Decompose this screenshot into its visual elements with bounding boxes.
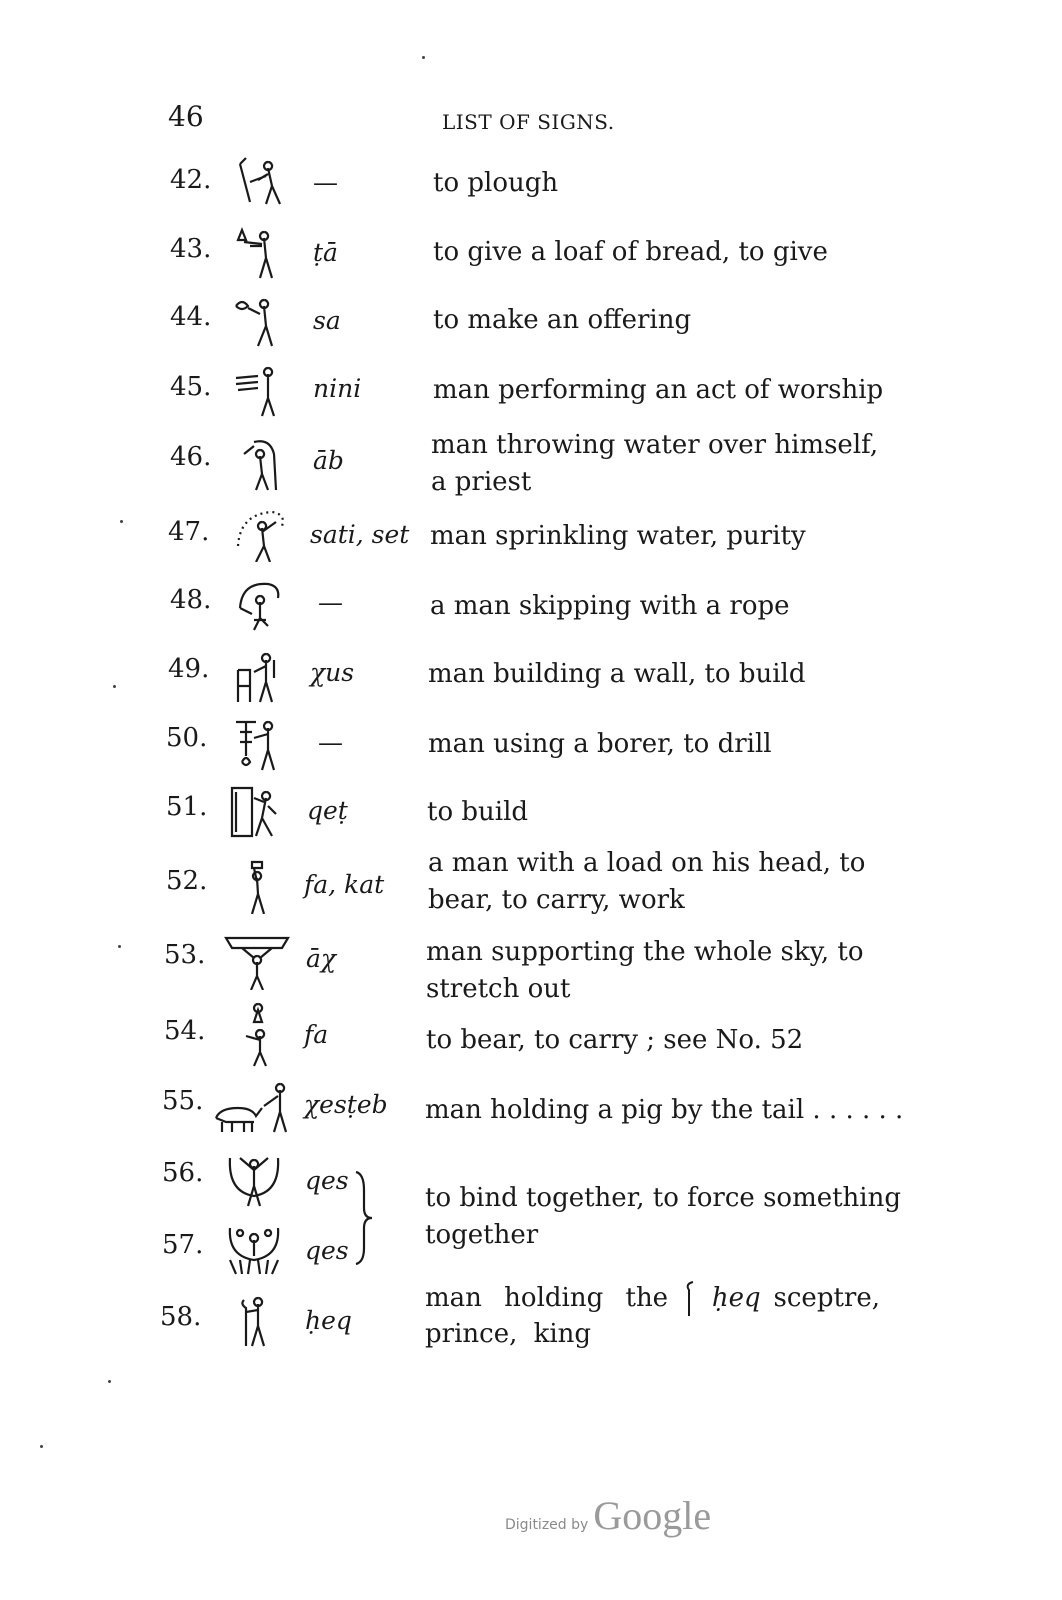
meaning: a man skipping with a rope — [430, 591, 790, 621]
meaning: man holding a pig by the tail . . . . . . — [425, 1095, 904, 1125]
meaning: man using a borer, to drill — [428, 729, 772, 759]
stray-dot — [113, 685, 116, 688]
meaning: to make an offering — [433, 305, 692, 335]
meaning: man performing an act of worship — [433, 375, 884, 405]
meaning: to build — [427, 797, 529, 827]
entry-number: 50. — [166, 723, 208, 753]
stray-dot — [120, 520, 123, 523]
meaning-line: a priest — [431, 467, 532, 497]
transliteration: āχ — [306, 944, 337, 973]
digitized-footer — [505, 1492, 711, 1539]
man-holding-pig-glyph — [212, 1078, 298, 1134]
men-bound-together-glyph — [222, 1220, 286, 1276]
man-building-glyph — [226, 784, 286, 840]
man-bearing-glyph — [228, 1000, 288, 1068]
transliteration: ṭā — [313, 238, 338, 267]
meaning — [425, 1180, 901, 1254]
entry-number: 46. — [170, 442, 212, 472]
transliteration: qes — [305, 1166, 349, 1195]
transliteration: χesṭeb — [304, 1090, 388, 1119]
meaning — [428, 845, 865, 919]
entry-number: 55. — [162, 1086, 204, 1116]
stray-dot — [422, 56, 425, 59]
man-building-wall-glyph — [232, 648, 292, 704]
transliteration: fa — [304, 1020, 329, 1049]
google-logo: Google — [593, 1493, 712, 1538]
digitized-label: Digitized by — [505, 1517, 589, 1533]
meaning — [425, 1278, 880, 1353]
entry-number: 49. — [168, 654, 210, 684]
man-offering-glyph — [232, 292, 292, 348]
entry-number: 52. — [166, 866, 208, 896]
transliteration: ḥeq — [305, 1306, 352, 1335]
man-skipping-glyph — [232, 578, 292, 634]
meaning-line: a man with a load on his head, to — [428, 848, 866, 878]
page-number: 46 — [168, 100, 204, 133]
entry-number: 56. — [162, 1158, 204, 1188]
man-giving-bread-glyph — [232, 224, 292, 280]
meaning-text: man holding the — [425, 1282, 669, 1313]
entry-number: 47. — [168, 517, 210, 547]
entry-number: 54. — [164, 1016, 206, 1046]
stray-dot — [40, 1445, 43, 1448]
meaning-line: man supporting the whole sky, to — [426, 937, 864, 967]
meaning-text: sceptre, — [773, 1282, 880, 1313]
entry-number: 51. — [166, 792, 208, 822]
transliteration: sa — [313, 306, 341, 335]
meaning-line: together — [425, 1220, 539, 1250]
entry-number: 57. — [162, 1230, 204, 1260]
transliteration: χus — [310, 658, 355, 687]
transliteration: qeṭ — [307, 796, 348, 825]
transliteration: qes — [305, 1236, 349, 1265]
ploughing-man-glyph — [232, 152, 292, 208]
sceptre-icon — [681, 1278, 699, 1318]
entry-number: 42. — [170, 165, 212, 195]
grouping-brace — [352, 1168, 374, 1268]
stray-dot — [118, 945, 121, 948]
meaning-line: bear, to carry, work — [428, 885, 685, 915]
entry-number: 43. — [170, 234, 212, 264]
entry-number: 45. — [170, 372, 212, 402]
meaning: to give a loaf of bread, to give — [433, 237, 828, 267]
entry-number: 58. — [160, 1302, 202, 1332]
meaning: to bear, to carry ; see No. 52 — [426, 1025, 804, 1055]
transliteration: nini — [313, 374, 362, 403]
transliteration: — — [318, 728, 343, 757]
meaning-line: prince, king — [425, 1319, 592, 1349]
entry-number: 48. — [170, 585, 212, 615]
man-bound-glyph — [224, 1152, 284, 1208]
page-header: LIST OF SIGNS. — [442, 110, 615, 134]
man-drilling-glyph — [232, 716, 292, 772]
transliteration: — — [313, 168, 338, 197]
meaning-line: to bind together, to force something — [425, 1183, 902, 1213]
meaning-line: stretch out — [426, 974, 571, 1004]
man-worshipping-glyph — [232, 362, 292, 418]
stray-dot — [108, 1380, 111, 1383]
meaning-italic: ḥeq — [711, 1282, 761, 1313]
meaning — [426, 934, 863, 1008]
man-holding-sceptre-glyph — [228, 1292, 288, 1348]
entry-number: 53. — [164, 940, 206, 970]
meaning: man sprinkling water, purity — [430, 521, 806, 551]
entry-number: 44. — [170, 302, 212, 332]
man-carrying-load-glyph — [230, 858, 290, 914]
man-sprinkling-glyph — [232, 506, 292, 562]
meaning: to plough — [433, 168, 559, 198]
meaning-line: man throwing water over himself, — [431, 430, 879, 460]
meaning — [431, 427, 878, 501]
meaning: man building a wall, to build — [428, 659, 806, 689]
transliteration: āb — [313, 446, 344, 475]
man-throwing-water-glyph — [232, 436, 292, 492]
transliteration: fa, kat — [304, 870, 385, 899]
transliteration: — — [318, 588, 343, 617]
transliteration: sati, set — [310, 520, 410, 549]
man-supporting-sky-glyph — [224, 934, 290, 990]
